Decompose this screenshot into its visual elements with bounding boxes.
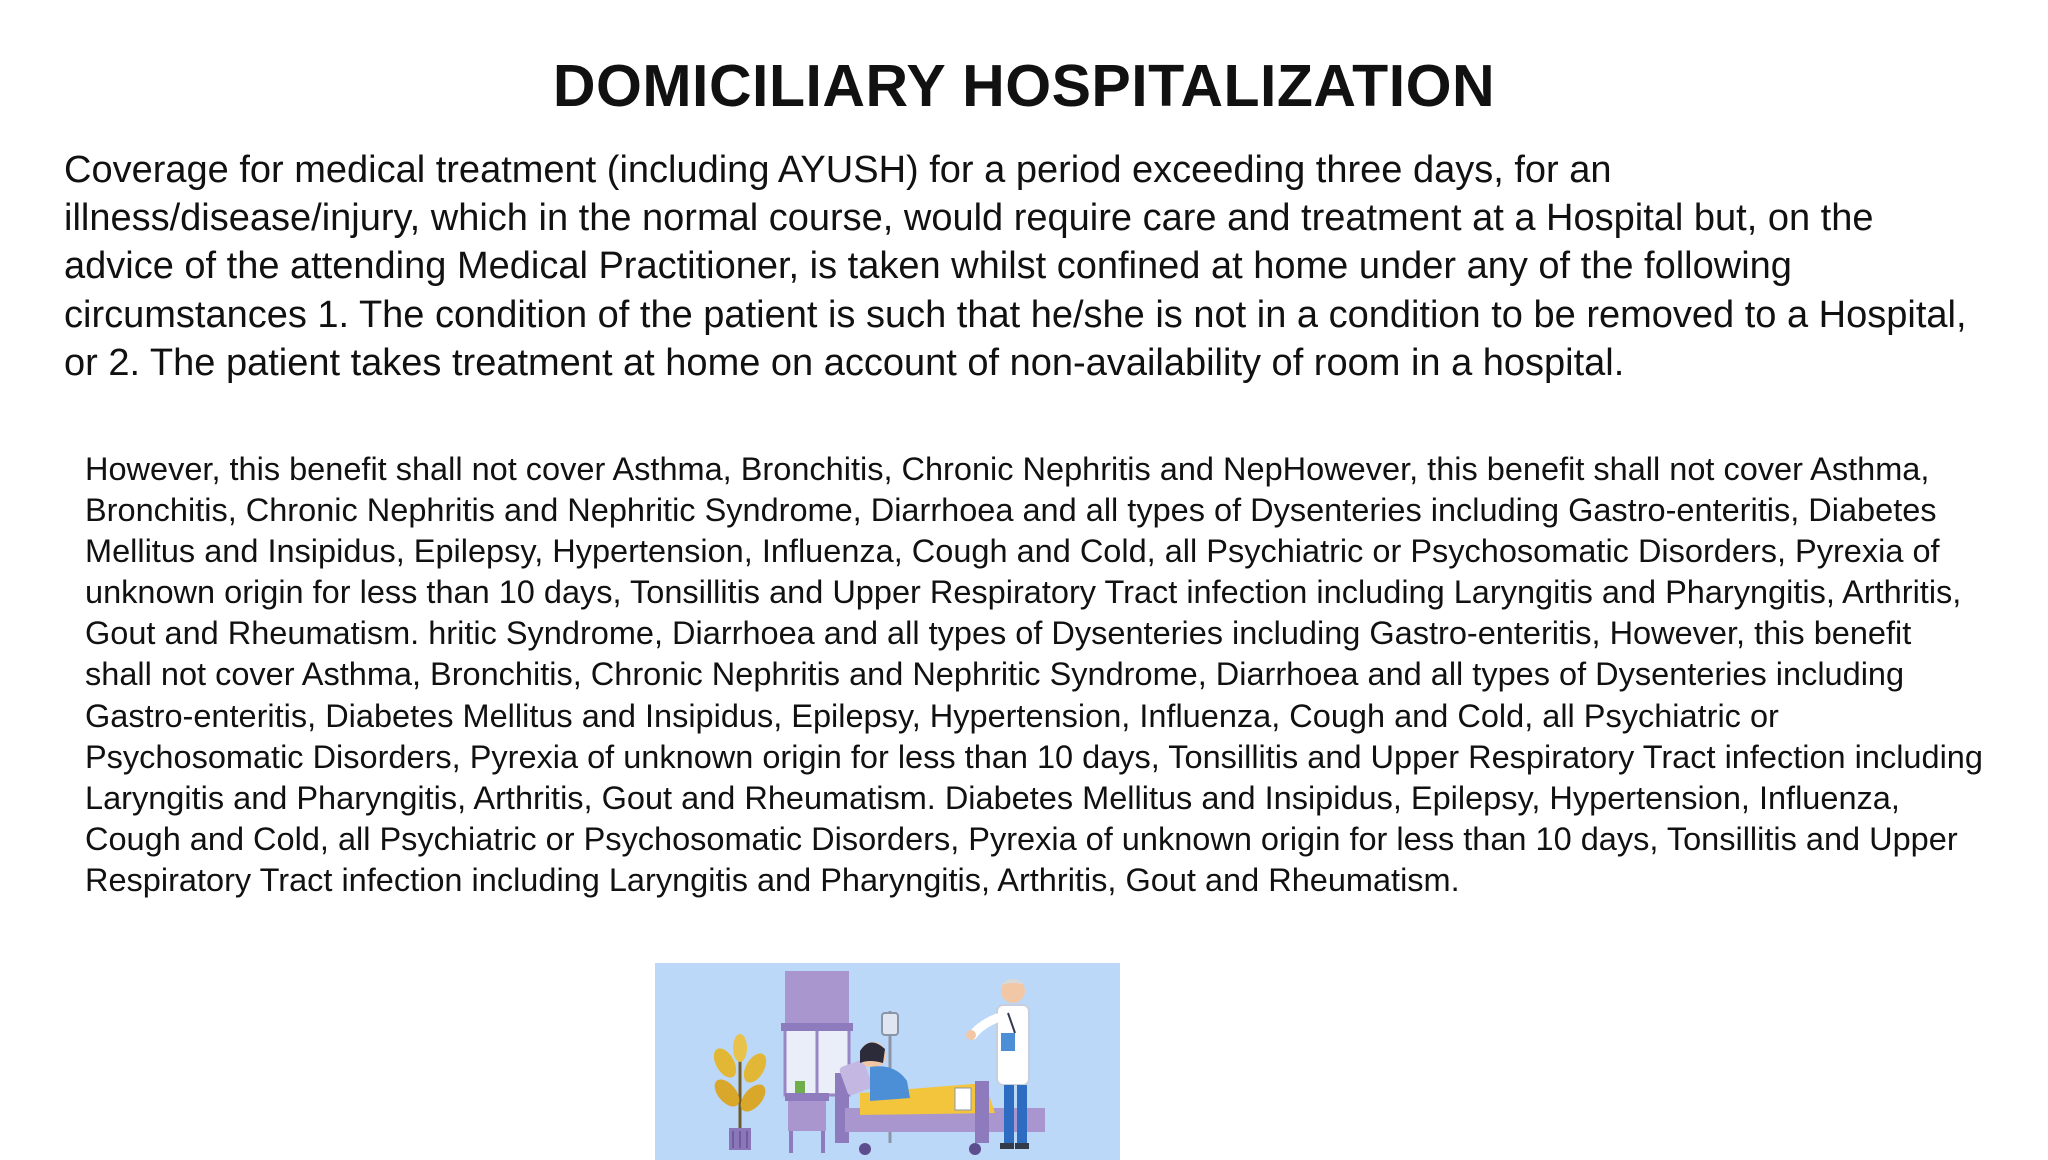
doctor-patient-illustration [655,963,1120,1160]
slide-title: DOMICILIARY HOSPITALIZATION [552,53,1496,119]
lead-paragraph: Coverage for medical treatment (including AYUSH) for a period exceeding three days, for an illness/disease/injury, which in the normal course, would require care and treatment at a Hospital but, on the advice of the attending Medical Practitioner, is taken whilst confined at home under any of the following circumstances 1. The condition of the patient is such that he/she is not in a condition to be removed to a Hospital, or 2. The patient takes treatment at home on account of non-availability of room in a hospital. [64,149,1967,384]
exclusion-paragraph: However, this benefit shall not cover Asthma, Bronchitis, Chronic Nephritis and NepHowever, this benefit shall not cover Asthma, Bronchitis, Chronic Nephritis and Nephritic Syndrome, Diarrhoea and all types of Dysenteries including Gastro-enteritis, Diabetes Mellitus and Insipidus, Epilepsy, Hypertension, Influenza, Cough and Cold, all Psychiatric or Psychosomatic Disorders, Pyrexia of unknown origin for less than 10 days, Tonsillitis and Upper Respiratory Tract infection including Laryngitis and Pharyngitis, Arthritis, Gout and Rheumatism. hritic Syndrome, Diarrhoea and all types of Dysenteries including Gastro-enteritis, However, this benefit shall not cover Asthma, Bronchitis, Chronic Nephritis and Nephritic Syndrome, Diarrhoea and all types of Dysenteries including Gastro-enteritis, Diabetes Mellitus and Insipidus, Epilepsy, Hypertension, Influenza, Cough and Cold, all Psychiatric or Psychosomatic Disorders, Pyrexia of unknown origin for less than 10 days, Tonsillitis and Upper Respiratory Tract infection including Laryngitis and Pharyngitis, Arthritis, Gout and Rheumatism. Diabetes Mellitus and Insipidus, Epilepsy, Hypertension, Influenza, Cough and Cold, all Psychiatric or Psychosomatic Disorders, Pyrexia of unknown origin for less than 10 days, Tonsillitis and Upper Respiratory Tract infection including Laryngitis and Pharyngitis, Arthritis, Gout and Rheumatism. [85,451,1983,898]
plant-icon [709,1034,771,1150]
